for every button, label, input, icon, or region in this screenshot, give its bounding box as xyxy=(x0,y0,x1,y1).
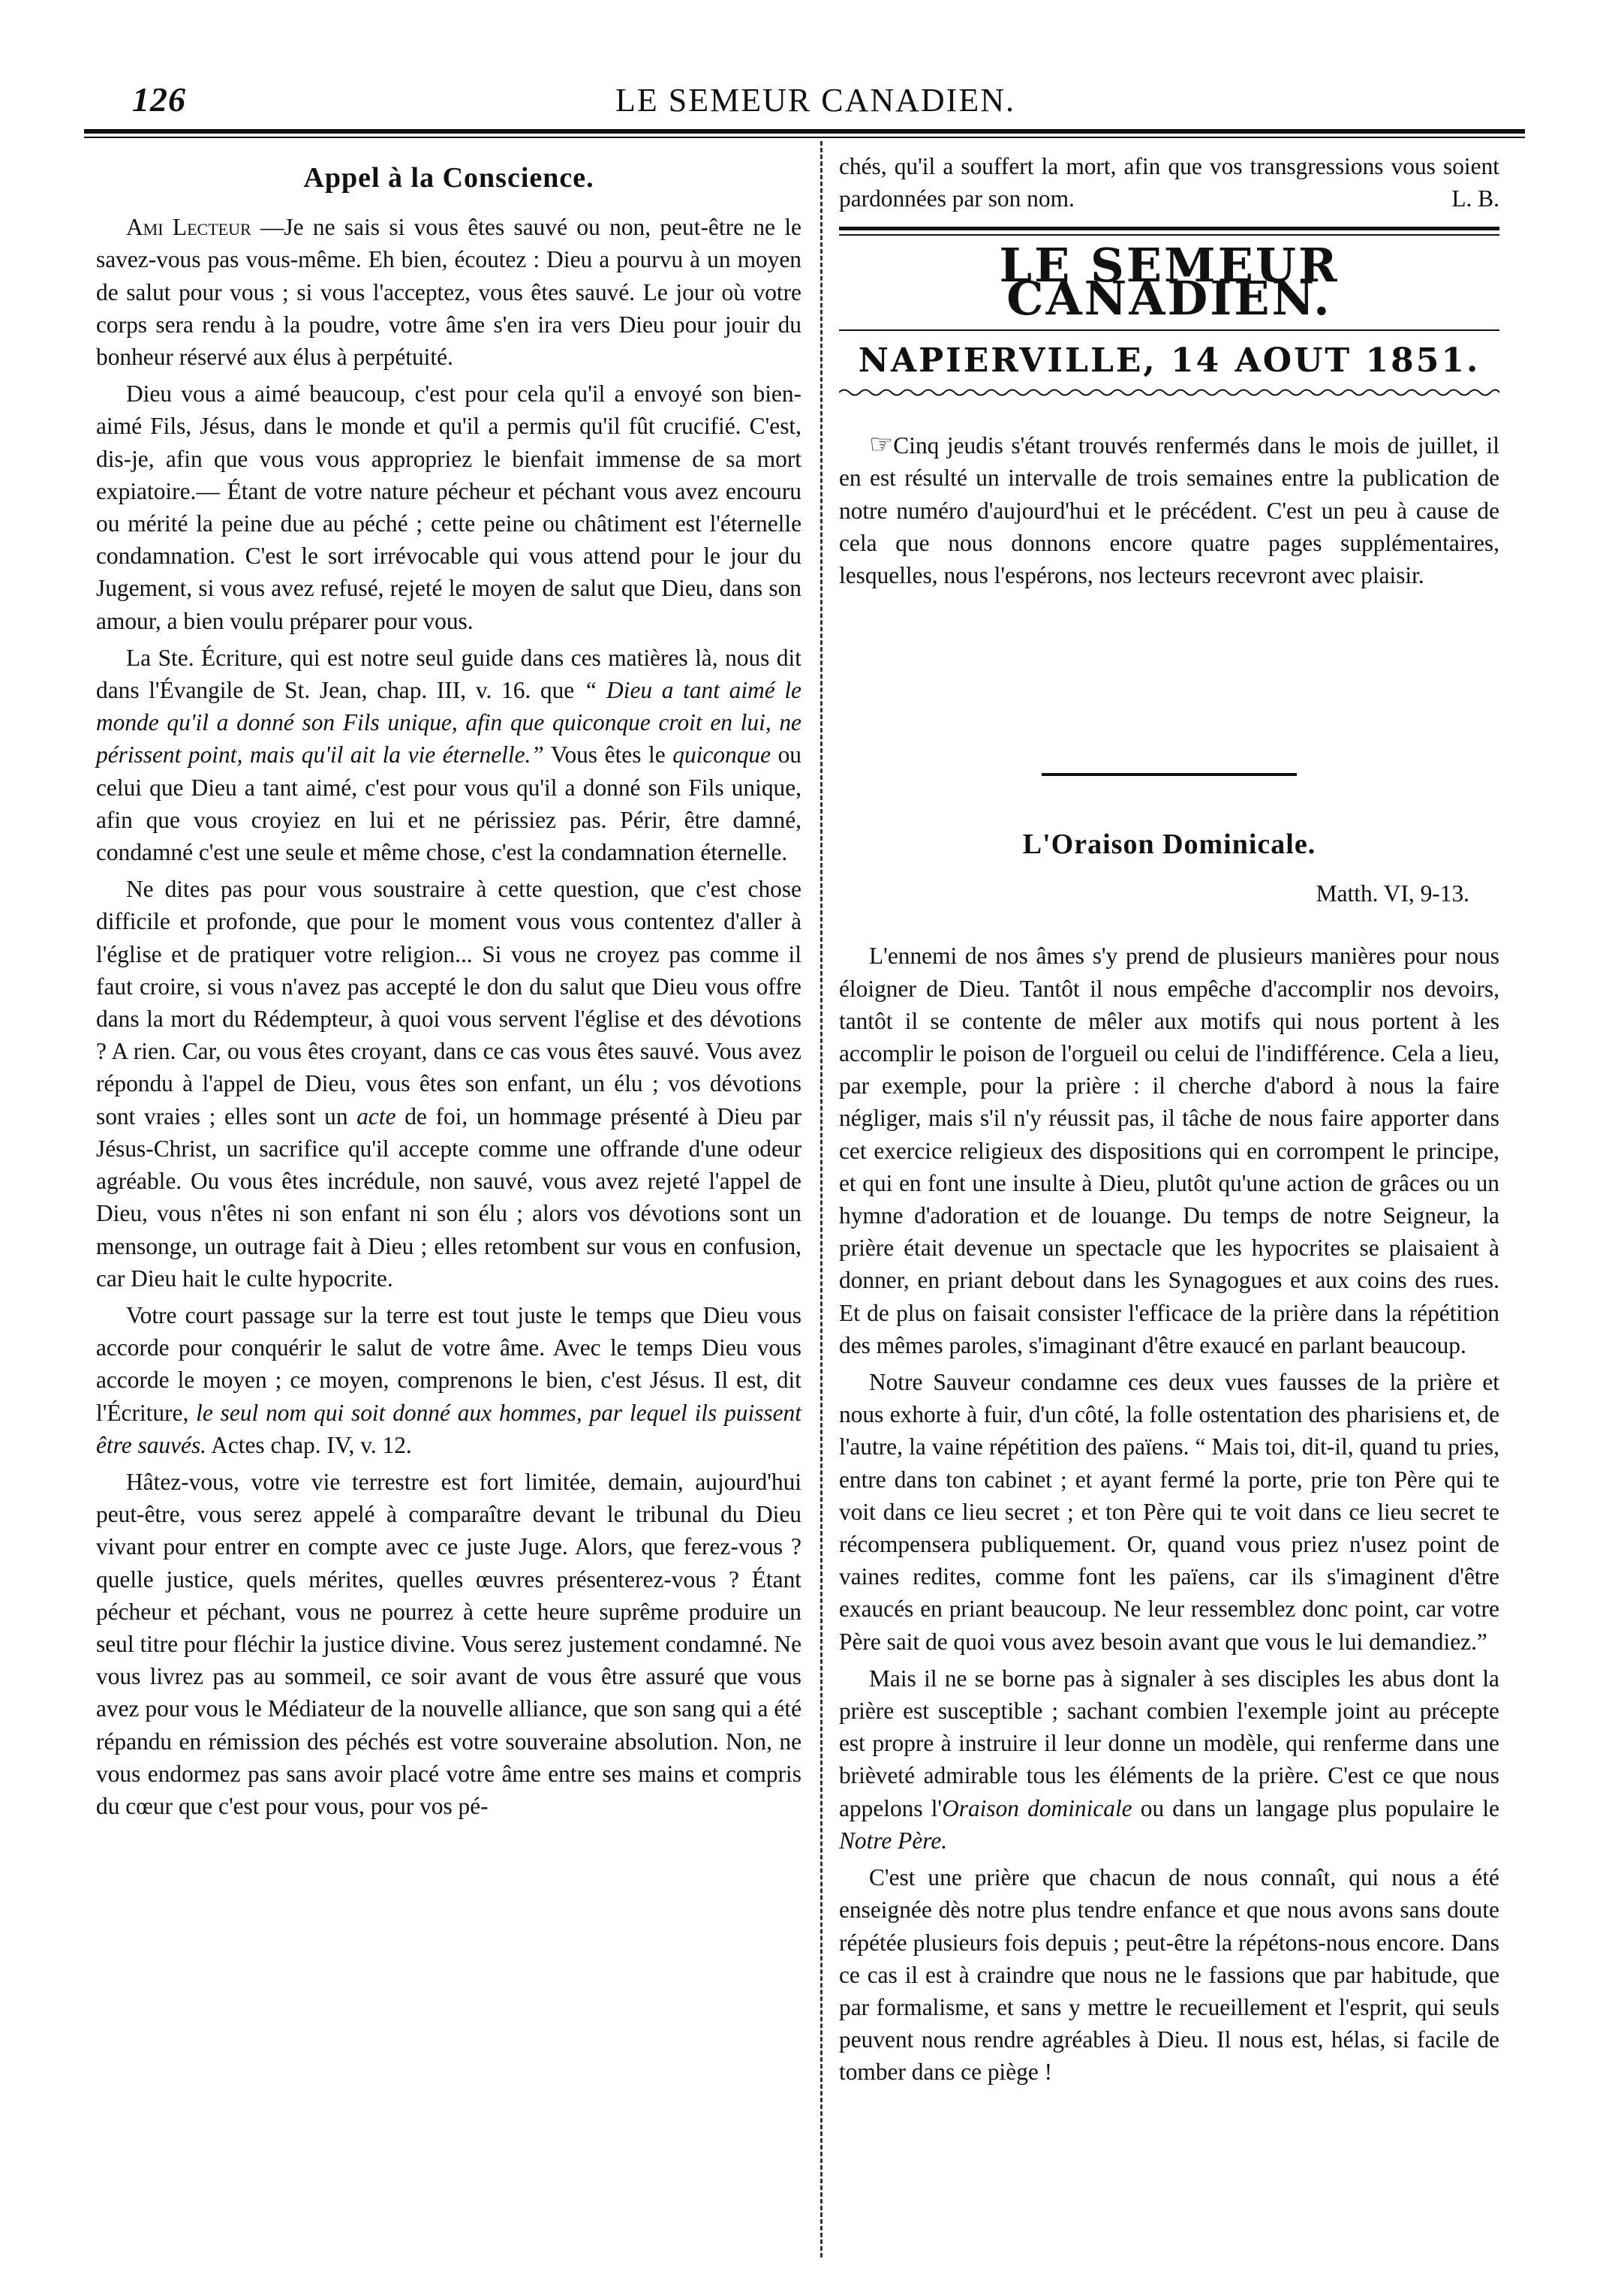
paragraph: Hâtez-vous, votre vie terrestre est fort limitée, demain, aujourd'hui peut-être, vous serez appelé à comparaître devant le tribunal du Dieu vivant pour entrer en compte avec ce juste Juge. Alors, que ferez-vous ? quelle justice, quels mérites, quelles œuvres présenterez-vous ? Étant pécheur et péchant, vous ne pourrez à cette heure suprême produire un seul titre pour fléchir la justice divine. Vous serez justement condamné. Ne vous livrez pas au sommeil, ce soir avant de vous être assuré que vous avez pour vous le Médiateur de la nouvelle alliance, que son sang qui a été répandu en rémission des péchés est votre souveraine absolution. Non, ne vous endormez pas sans avoir placé votre âme entre ses mains et compris du cœur que c'est pour vous, pour vos pé- xyxy=(96,1468,801,1819)
paragraph: Dieu vous a aimé beaucoup, c'est pour cela qu'il a envoyé son bien-aimé Fils, Jésus, dans le monde et qu'il a permis qu'il fût crucifié. C'est, dis-je, afin que vous vous appropriez le bienfait immense de sa mort expiatoire.— Étant de votre nature pécheur et péchant vous avez encouru ou mérité la peine due au péché ; cette peine ou châtiment est l'éternelle condamnation. C'est le sort irrévocable qui vous attend pour le jour du Jugement, si vous avez refusé, rejeté le moyen de salut que Dieu, dans son amour, a bien voulu préparer pour vous. xyxy=(96,380,801,634)
page-number: 126 xyxy=(132,80,186,119)
continuation-text: chés, qu'il a souffert la mort, afin que vos transgressions vous soient pardonnées par son nom. xyxy=(839,153,1499,212)
paragraph-text: Ne dites pas pour vous soustraire à cette question, que c'est chose difficile et profonde, que pour le moment vous vous contentez d'aller à l'église et de pratiquer votre religion... Si vous ne croyez pas comme il faut croire, si vous n'avez pas accepté le don du salut que Dieu vous offre dans la mort du Rédempteur, à quoi vous servent l'église et des dévotions ? A rien. Car, ou vous êtes croyant, dans ce cas vous êtes sauvé. Vous avez répondu à l'appel de Dieu, vous êtes son enfant, un élu ; vos dévotions sont vraies ; elles sont un xyxy=(96,876,801,1129)
salutation: Ami Lecteur xyxy=(126,214,251,241)
paragraph-text: Votre court passage sur la terre est tout juste le temps que Dieu vous accorde pour conquérir le salut de votre âme. Avec le temps Dieu vous accorde le moyen ; ce moyen, comprenons le bien, c'est Jésus. Il est, dit l'Écriture, xyxy=(96,1301,801,1426)
dateline: NAPIERVILLE, 14 AOUT 1851. xyxy=(858,341,1481,380)
column-divider xyxy=(820,141,823,2257)
paragraph: Notre Sauveur condamne ces deux vues fausses de la prière et nous exhorte à fuir, d'un côté, la folle ostentation des pharisiens et, de l'autre, la vaine répétition des païens. “ Mais toi, dit-il, quand tu pries, entre dans ton cabinet ; et ayant fermé la porte, prie ton Père qui te voit dans ce lieu secret ; et ton Père qui te voit dans ce lieu secret te récompensera publiquement. Or, quand vous priez n'usez point de vaines redites, comme font les païens, car ils s'imaginent d'être exaucés en priant beaucoup. Ne leur ressemblez donc point, car votre Père sait de quoi vous avez besoin avant que vous le lui demandiez.” xyxy=(839,1369,1499,1655)
notice-text: Cinq jeudis s'étant trouvés renfermés dans le mois de juillet, il en est résulté un intervalle de trois semaines entre la publication de notre numéro d'aujourd'hui et le précédent. C'est un peu à cause de cela que nous donnons encore quatre pages supplémentaires, lesquelles, nous l'espérons, nos lecteurs recevront avec plaisir. xyxy=(839,432,1499,589)
scripture-reference: Matth. VI, 9-13. xyxy=(1316,880,1469,907)
pointing-hand-icon: ☞ xyxy=(869,429,894,460)
dateline-rule xyxy=(839,329,1499,331)
left-column xyxy=(96,153,801,1827)
right-column xyxy=(839,773,1499,2093)
paragraph-text: ou celui que Dieu a tant aimé, c'est pour vous qu'il a donné son Fils unique, afin que vous croyiez en lui et ne périssiez pas. Périr, être damné, condamné c'est une seule et même chose, c'est la condamnation éternelle. xyxy=(96,741,801,866)
right-column-top xyxy=(839,150,1499,596)
wavy-rule xyxy=(839,387,1499,398)
paragraph xyxy=(96,873,801,1295)
article-title-oraison: L'Oraison Dominicale. xyxy=(1022,829,1316,860)
paragraph-text: La Ste. Écriture, qui est notre seul guide dans ces matières là, nous dit dans l'Évangile de St. Jean, chap. III, v. 16. que xyxy=(96,644,801,704)
header-rule xyxy=(84,129,1525,134)
paragraph-text: de foi, un hommage présenté à Dieu par Jésus-Christ, un sacrifice qu'il accepte comme une offrande d'une odeur agréable. Ou vous êtes incrédule, non sauvé, vous avez rejeté l'appel de Dieu, vous n'êtes ni son enfant ni son élu ; alors vos dévotions sont un mensonge, un outrage fait à Dieu ; elles retombent sur vous en confusion, car Dieu hait le culte hypocrite. xyxy=(96,1102,801,1292)
notice-paragraph xyxy=(839,429,1499,591)
masthead-rule-thin xyxy=(839,234,1499,236)
paragraph xyxy=(96,211,801,373)
paragraph xyxy=(839,150,1499,215)
header-rule-thin xyxy=(84,137,1525,138)
paragraph-text: Actes chap. IV, v. 12. xyxy=(206,1431,412,1458)
paragraph-text: ou dans un langage plus populaire le xyxy=(1132,1794,1499,1821)
paragraph xyxy=(839,1662,1499,1857)
section-rule xyxy=(1042,773,1297,776)
paragraph-text: Mais il ne se borne pas à signaler à ses disciples les abus dont la prière est susceptible ; sachant combien l'exemple joint au précepte est propre à instruire il leur donne un modèle, qui renferme dans une brièveté admirable tous les éléments de la prière. C'est ce que nous appelons l' xyxy=(839,1665,1499,1821)
paragraph-text: —Je ne sais si vous êtes sauvé ou non, peut-être ne le savez-vous pas vous-même. Eh bien, écoutez : Dieu a pourvu à un moyen de salut pour vous ; si vous l'acceptez, vous êtes sauvé. Le jour où votre corps sera rendu à la poudre, votre âme s'en ira vers Dieu pour jouir du bonheur réservé aux élus à perpétuité. xyxy=(96,214,801,371)
emphasis: acte xyxy=(356,1102,396,1129)
emphasis: quiconque xyxy=(672,741,771,769)
page-header xyxy=(90,75,1516,128)
signature: L. B. xyxy=(1451,185,1499,212)
scripture-quote: “ Dieu a tant aimé le monde qu'il a donné son Fils unique, afin que quiconque croit en lui, ne périssent point, mais qu'il ait la vie éternelle.” xyxy=(96,677,801,769)
paragraph: C'est une prière que chacun de nous connaît, qui nous a été enseignée dès notre plus tendre enfance et que nous avons sans doute répétée plusieurs fois depuis ; peut-être la répétons-nous encore. Dans ce cas il est à craindre que nous ne le fassions que par habitude, que par formalisme, et sans y mettre le recueillement et l'esprit, qui seuls peuvent nous rendre agréables à Dieu. Il nous est, hélas, si facile de tomber dans ce piège ! xyxy=(839,1864,1499,2086)
article-title-appel: Appel à la Conscience. xyxy=(303,162,594,194)
masthead-rule xyxy=(839,227,1499,230)
emphasis: Notre Père. xyxy=(839,1827,948,1854)
running-title: LE SEMEUR CANADIEN. xyxy=(615,82,1015,119)
paragraph xyxy=(96,642,801,868)
paragraph: L'ennemi de nos âmes s'y prend de plusieurs manières pour nous éloigner de Dieu. Tantôt il nous empêche d'accomplir nos devoirs, tantôt il se contente de mêler aux motifs qui nous portent à les accomplir le poison de l'orgueil ou celui de l'indifférence. Cela a lieu, par exemple, pour la prière : il cherche d'abord à nous la faire négliger, mais s'il n'y réussit pas, il tâche de nous faire apporter dans cet exercice religieux des dispositions qui en corrompent le principe, et qui en font une insulte à Dieu, plutôt qu'une action de grâces ou un hymne d'adoration et de louange. Du temps de notre Seigneur, la prière était devenue un spectacle que les hypocrites se plaisaient à donner, en priant debout dans les Synagogues et aux coins des rues. Et de plus on faisait consister l'efficace de la prière dans la répétition des mêmes paroles, s'imaginant d'être exaucé en parlant beaucoup. xyxy=(839,943,1499,1358)
paragraph xyxy=(96,1299,801,1461)
masthead: LE SEMEUR CANADIEN. xyxy=(999,238,1340,326)
paragraph-text: Vous êtes le xyxy=(543,741,673,769)
scripture-quote: le seul nom qui soit donné aux hommes, par lequel ils puissent être sauvés. xyxy=(96,1399,801,1458)
emphasis: Oraison dominicale xyxy=(942,1794,1132,1821)
